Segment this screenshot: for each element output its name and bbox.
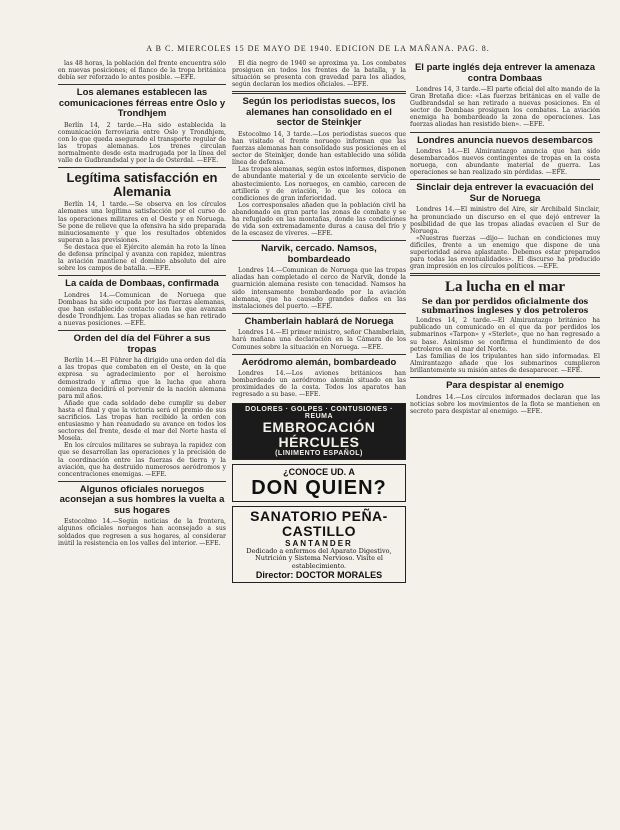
divider [58, 84, 226, 85]
article-text: Estocolmo 14, 3 tarde.—Los periodistas suecos que han visitado el frente noruego informan que las fuerzas alemanas han consolidado sus posiciones en el sector de Steinkjer, donde han establecido una sólida línea de defensa. [232, 130, 406, 167]
subheadline: Se dan por perdidos oficialmente dos submarinos ingleses y dos petroleros [421, 296, 589, 316]
article-text: Londres 14.—Los aviones británicos han bombardeado un aeródromo alemán situado en las proximidades de la costa. Todos los aparatos han regresado a su base. —EFE. [232, 370, 406, 399]
advertisement-embrocacion [232, 403, 406, 460]
divider [232, 354, 406, 355]
divider [232, 91, 406, 94]
article-text: En los círculos militares se subraya la rapidez con que se desarrollan las operaciones y la precisión de la coordinación entre las fuerzas de tierra y la aviación, que ha destruido numerosos aeródromos y concentraciones enemigas. —EFE. [58, 442, 226, 478]
headline: Según los periodistas suecos, los alemanes han consolidado en el sector de Steinkjer [242, 96, 396, 129]
headline: Sinclair deja entrever la evacuación del Sur de Noruega [416, 182, 594, 204]
headline: Aeródromo alemán, bombardeado [241, 356, 397, 368]
headline: La caída de Dombaas, confirmada [65, 278, 219, 290]
article-text: Londres 14.—El Almirantazgo anuncia que han sido desembarcados nuevos contingentes de tropas en la costa noruega, con abundante material de guerra. Las operaciones se han realizado sin pérdidas. —EFE. [410, 148, 600, 177]
ad-tagline: ¿CONOCE UD. A [283, 466, 355, 477]
divider [58, 330, 226, 331]
article-text: Las tropas alemanas, según estos informes, disponen de abundante material y de un excelente servicio de abastecimiento. Los noruegos, en cambio, carecen de artillería y de aviación, lo que les coloca en condiciones de gran inferioridad. [232, 166, 406, 202]
headline: Narvik, cercado. Namsos, bombardeado [261, 243, 377, 265]
article-text: Londres 14.—El primer ministro, señor Chamberlain, hará mañana una declaración en la Cámara de los Comunes sobre la situación en Noruega. —EFE. [232, 329, 406, 351]
column-1 [58, 60, 226, 830]
ad-title: EMBROCACIÓN HÉRCULES [262, 418, 376, 450]
headline: Para despistar al enemigo [446, 380, 564, 392]
article-text: Se destaca que el Ejército alemán ha roto la línea de defensa principal y avanza con rapidez, mientras la aviación mantiene el dominio absoluto del aire sobre los campos de batalla. —EFE. [58, 243, 226, 273]
divider [232, 313, 406, 314]
article-text: Las familias de los tripulantes han sido informadas. El Almirantazgo añade que los submarinos cumplieron brillantemente su misión antes de desaparecer. —EFE. [410, 352, 600, 374]
ad-city: SANTANDER [285, 538, 353, 548]
article-text: las 48 horas, la población del frente encuentra sólo en nuevas posiciones; el flanco de la tropa británica debía ser reforzado lo antes posible. —EFE. [58, 60, 226, 82]
divider [58, 167, 226, 168]
headline: Los alemanes establecen las comunicaciones férreas entre Oslo y Trondhjem [58, 87, 226, 120]
article-text: Berlín 14, 1 tarde.—Se observa en los círculos alemanes una legítima satisfacción por el curso de las operaciones militares en el Oeste y en Noruega. Se pone de relieve que la ofensiva ha sido preparada minuciosamente y que los resultados obtenidos superan a las previsiones. [58, 201, 226, 244]
divider [58, 275, 226, 276]
divider [410, 377, 600, 378]
headline: Chamberlain hablará de Noruega [244, 315, 394, 327]
advertisement-don-quien [232, 464, 406, 502]
divider [410, 273, 600, 276]
headline: Orden del día del Führer a sus tropas [73, 333, 211, 355]
article-text: Londres 14, 2 tarde.—El Almirantazgo británico ha publicado un comunicado en el que da por perdidos los submarinos «Tarpon» y «Sterlet», que no han regresado a su base. Asimismo se confirma el hundimiento de dos petroleros en el mar del Norte. [410, 317, 600, 353]
article-text: Los corresponsales añaden que la población civil ha abandonado en gran parte las zonas de combate y se ha refugiado en las montañas, donde las condiciones de vida son extremadamente duras a causa del frío y de la escasez de víveres. —EFE. [232, 201, 406, 238]
ad-text: Dedicado a enfermos del Aparato Digestivo, Nutrición y Sistema Nervioso. Visite el establecimiento. [246, 546, 392, 570]
divider [410, 132, 600, 133]
article-text: Añade que cada soldado debe cumplir su deber hasta el final y que la victoria será el premio de sus sacrificios. Las tropas han recibido la orden con entusiasmo y han reanudado su avance en todos los sectores del frente, desde el mar del Norte hasta el Mosela. [58, 399, 226, 443]
headline: Legítima satisfacción en Alemania [66, 170, 218, 200]
article-text: Berlín 14, 2 tarde.—Ha sido establecida la comunicación ferroviaria entre Oslo y Trondhjem, con lo que queda asegurado el transporte regular de las tropas alemanas. Los trenes circulan normalmente desde esta madrugada por la línea del valle de Gudbrandsdal y por la de Osterdal. —EFE. [58, 121, 226, 165]
ad-title: SANATORIO PEÑA-CASTILLO [250, 507, 388, 539]
headline: Algunos oficiales noruegos aconsejan a sus hombres la vuelta a sus hogares [59, 483, 225, 516]
article-text: Londres 14.—Comunican de Noruega que las tropas aliadas han completado el cerco de Narvik, donde la guarnición alemana resiste con tenacidad. Namsos ha sido intensamente bombardeado por la aviación alemana, que ha causado grandes daños en las instalaciones del puerto. —EFE. [232, 267, 406, 310]
article-text: «Nuestras fuerzas —dijo— luchan en condiciones muy difíciles, frente a un enemigo que dispone de una superioridad aérea aplastante. Debemos estar preparados para todas las eventualidades». El discurso ha producido gran impresión en los círculos políticos. —EFE. [410, 234, 600, 271]
headline: Londres anuncia nuevos desembarcos [417, 134, 593, 146]
divider [410, 179, 600, 180]
page-header: A B C. MIERCOLES 15 DE MAYO DE 1940. EDICION DE LA MAÑANA. PAG. 8. [146, 44, 490, 53]
article-text: Londres 14, 3 tarde.—El parte oficial del alto mando de la Gran Bretaña dice: «Las fuerzas británicas en el valle de Gudbrandsdal se han retirado a nuevas posiciones. En el sector de Dombaas prosiguen los combates. La aviación enemiga ha bombardeado la zona de operaciones. Las fuerzas aliadas han resistido bien». —EFE. [410, 86, 600, 129]
article-text: Londres 14.—El ministro del Aire, sir Archibald Sinclair, ha pronunciado un discurso en el que dejó entrever la posibilidad de que las tropas aliadas evacúen el Sur de Noruega. [410, 206, 600, 235]
article-text: Londres 14.—Los círculos informados declaran que las noticias sobre los movimientos de la flota se mantienen en secreto para despistar al enemigo. —EFE. [410, 393, 600, 415]
advertisement-sanatorio [232, 506, 406, 584]
column-2 [232, 60, 406, 830]
column-3 [410, 60, 600, 830]
divider [58, 481, 226, 482]
article-text: Berlín 14.—El Führer ha dirigido una orden del día a las tropas que combaten en el Oeste, en la que expresa su agradecimiento por el heroísmo demostrado y afirma que la lucha que ahora comienza decidirá el porvenir de la nación alemana para mil años. [58, 357, 226, 400]
ad-director: Director: DOCTOR MORALES [255, 570, 383, 580]
article-text: Estocolmo 14.—Según noticias de la frontera, algunos oficiales noruegos han aconsejado a sus soldados que regresen a sus hogares, al considerar inútil la resistencia en los valles del interior. —EFE. [58, 518, 226, 547]
article-text: Londres 14.—Comunican de Noruega que Dombaas ha sido ocupada por las fuerzas alemanas, que han establecido contacto con las que avanzan desde Trondhjem. Las tropas aliadas se han retirado a nuevas posiciones. —EFE. [58, 291, 226, 328]
section-headline: La lucha en el mar [445, 279, 565, 296]
ad-tagline: DOLORES · GOLPES · CONTUSIONES · REUMA [245, 405, 393, 420]
headline: El parte inglés deja entrever la amenaza contra Dombaas [414, 62, 596, 84]
ad-subtitle: (LINIMENTO ESPAÑOL) [275, 449, 363, 457]
article-text: El día negro de 1940 se aproxima ya. Los combates prosiguen en todos los frentes de la batalla, y la situación se presenta con gravedad para los aliados, según declaran los medios oficiales. —EFE. [232, 60, 406, 89]
ad-title: DON QUIEN? [251, 476, 387, 499]
divider [232, 240, 406, 241]
